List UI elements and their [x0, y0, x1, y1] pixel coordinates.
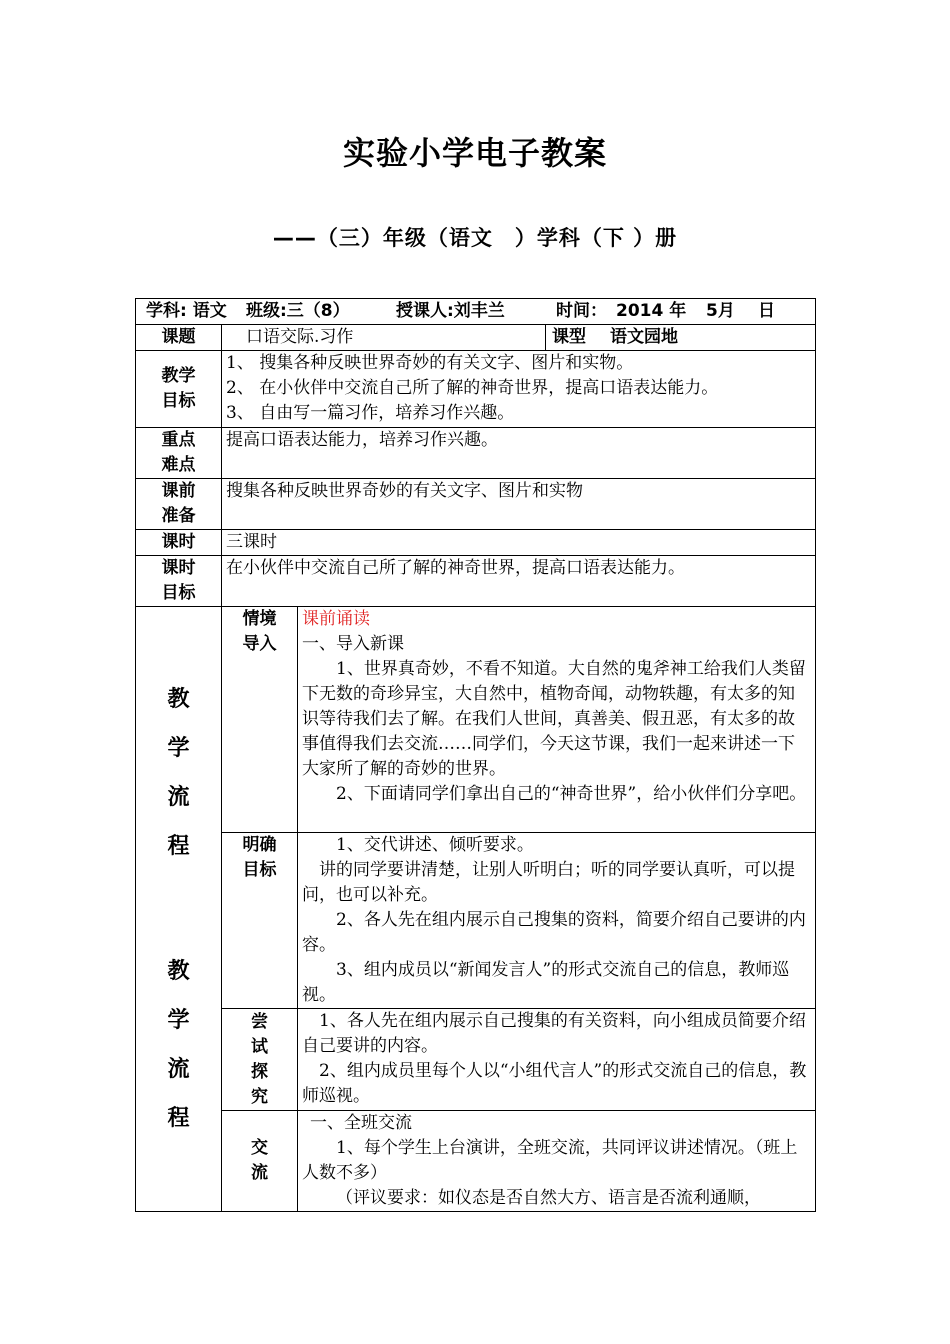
- prep-label: 课前 准备: [136, 479, 222, 530]
- key-value: 提高口语表达能力，培养习作兴趣。: [222, 428, 816, 479]
- key-row: [136, 428, 816, 479]
- stage-label-exchange: 交 流: [222, 1111, 298, 1212]
- goals-row: [136, 351, 816, 428]
- stage-row: [136, 607, 816, 833]
- hours-label: 课时: [136, 530, 222, 556]
- page-title: 实验小学电子教案: [342, 134, 607, 172]
- type-value: 语文园地: [610, 327, 678, 347]
- prep-value: 搜集各种反映世界奇妙的有关文字、图片和实物: [222, 479, 816, 530]
- goal-item: 3、 自由写一篇习作，培养习作兴趣。: [226, 403, 515, 423]
- class: 班级:三（8）: [246, 301, 350, 321]
- pre-class-reading: 课前诵读: [302, 609, 370, 629]
- hour-goal-row: [136, 556, 816, 607]
- subject: 学科: 语文: [146, 301, 227, 321]
- key-label: 重点 难点: [136, 428, 222, 479]
- stage-content-goal: 1、交代讲述、倾听要求。 讲的同学要讲清楚，让别人听明白；听的同学要认真听，可以提问，也可以补充。 2、各人先在组内展示自己搜集的资料，简要介绍自己要讲的内容。 3、组内成员以“新闻发言人”的形式交流自己的信息，教师巡视。: [298, 833, 816, 1009]
- stage-row: [136, 1009, 816, 1111]
- page-subtitle: ——（三）年级（语文 ）学科（下 ）册: [272, 226, 678, 250]
- prep-row: [136, 479, 816, 530]
- hours-value: 三课时: [222, 530, 816, 556]
- stage-label-goal: 明确 目标: [222, 833, 298, 1009]
- goals-label: 教学 目标: [136, 351, 222, 428]
- stage-label-intro: 情境 导入: [222, 607, 298, 833]
- topic-value: 口语交际.习作: [222, 325, 546, 351]
- topic-label: 课题: [136, 325, 222, 351]
- goal-item: 2、 在小伙伴中交流自己所了解的神奇世界，提高口语表达能力。: [226, 378, 719, 398]
- month: 5月: [706, 301, 735, 321]
- type-label: 课型: [552, 327, 586, 347]
- stage-row: [136, 833, 816, 1009]
- stage-content-explore: 1、各人先在组内展示自己搜集的有关资料，向小组成员简要介绍自己要讲的内容。 2、组内成员里每个人以“小组代言人”的形式交流自己的信息，教师巡视。: [298, 1009, 816, 1111]
- stage-row: [136, 1111, 816, 1212]
- teacher: 授课人:刘丰兰: [396, 301, 505, 321]
- hour-goal-value: 在小伙伴中交流自己所了解的神奇世界，提高口语表达能力。: [222, 556, 816, 607]
- topic-row: [136, 325, 816, 351]
- hour-goal-label: 课时 目标: [136, 556, 222, 607]
- stage-label-explore: 尝 试 探 究: [222, 1009, 298, 1111]
- lesson-plan-table: [135, 298, 816, 1212]
- goals-value: [222, 351, 816, 428]
- stage-content-intro: 课前诵读 一、导入新课 1、世界真奇妙，不看不知道。大自然的鬼斧神工给我们人类留下无数的奇珍异宝，大自然中，植物奇闻，动物轶趣，有太多的知识等待我们去了解。在我们人世间，真善美、假丑恶，有太多的故事值得我们去交流……同学们，今天这节课，我们一起来讲述一下大家所了解的奇妙的世界。 2、下面请同学们拿出自己的“神奇世界”，给小伙伴们分享吧。: [298, 607, 816, 833]
- stage-content-exchange: 一、全班交流 1、每个学生上台演讲，全班交流，共同评议讲述情况。（班上人数不多） （评议要求：如仪态是否自然大方、语言是否流利通顺，: [298, 1111, 816, 1212]
- day: 日: [758, 301, 775, 321]
- flow-side-label: 教 学 流 程 教 学 流 程: [136, 607, 222, 1212]
- header-row: [136, 299, 816, 325]
- hours-row: [136, 530, 816, 556]
- goal-item: 1、 搜集各种反映世界奇妙的有关文字、图片和实物。: [226, 353, 634, 373]
- time-label: 时间：: [556, 301, 607, 321]
- year: 2014 年: [616, 301, 687, 321]
